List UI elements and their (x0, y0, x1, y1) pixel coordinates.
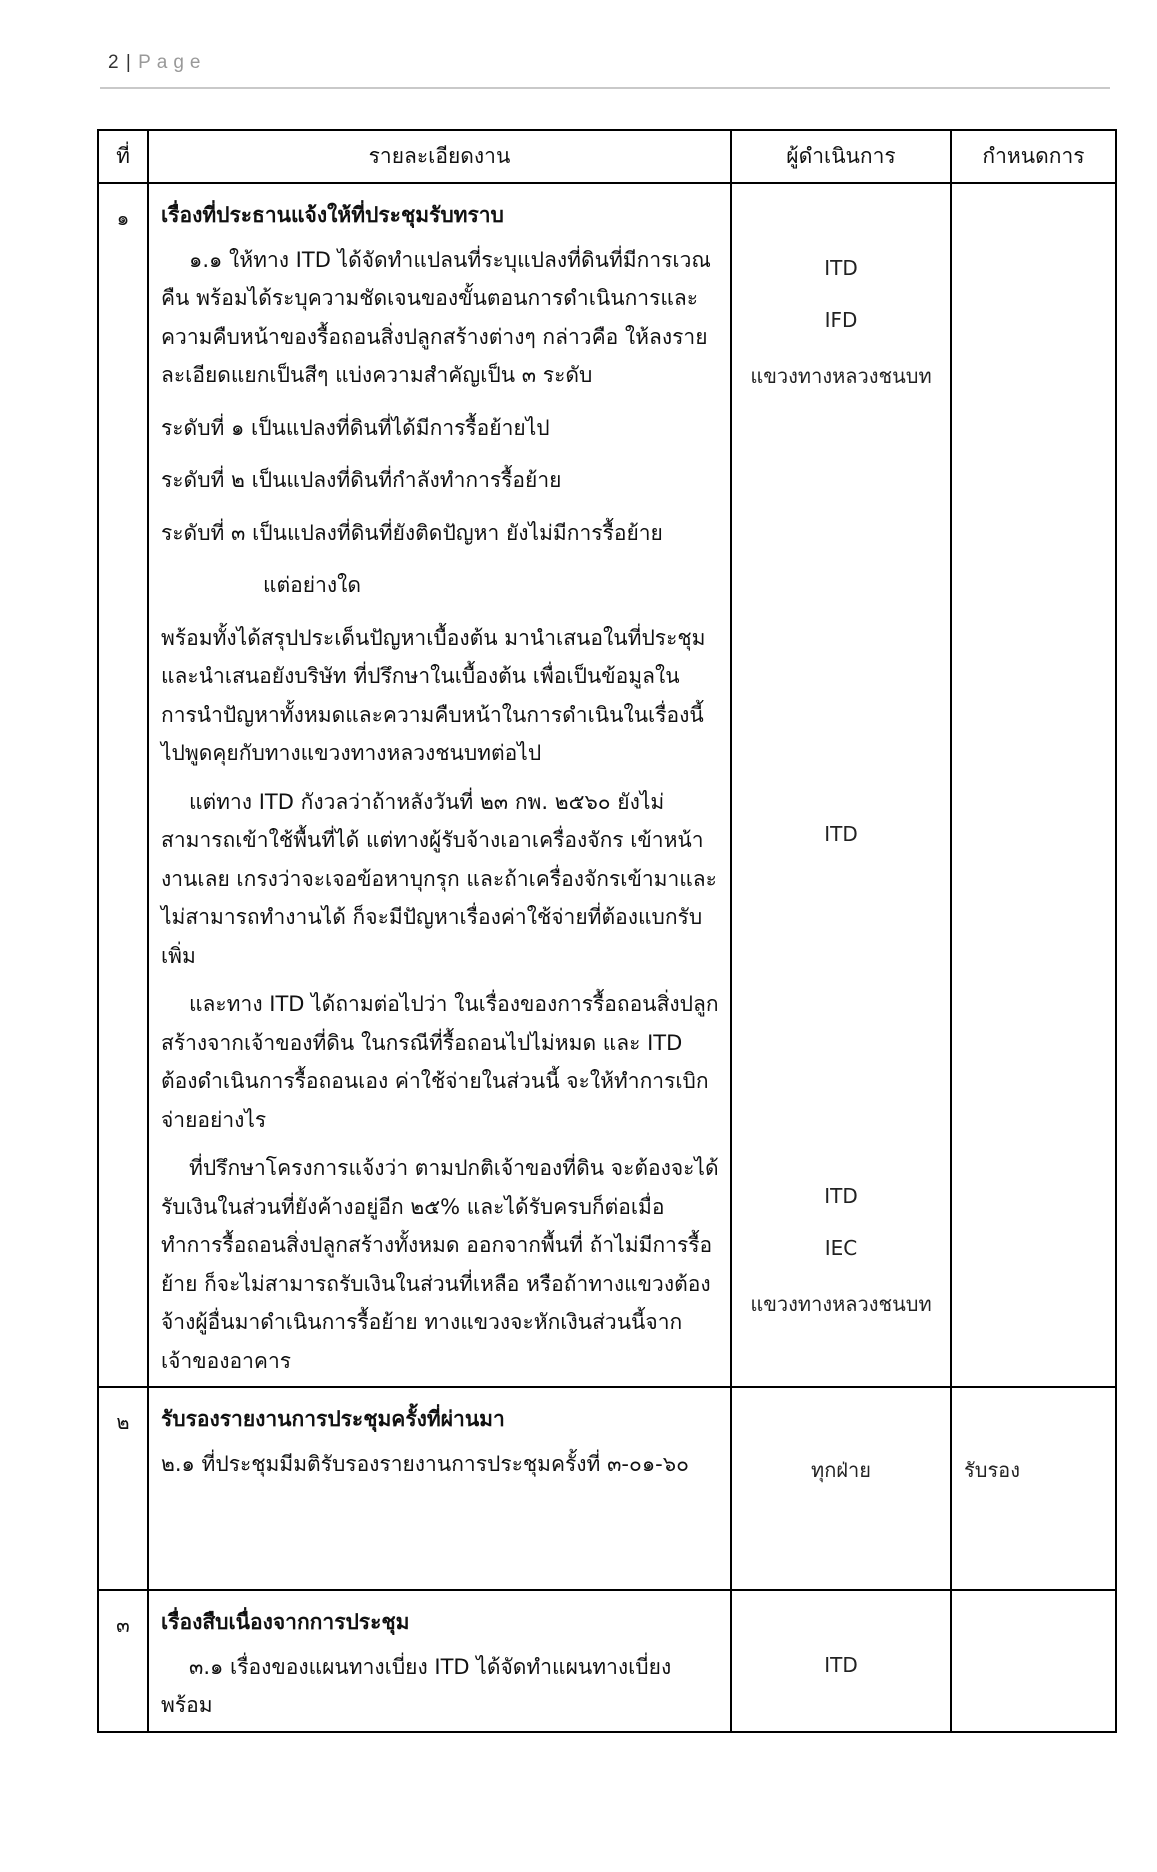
page-separator: | (125, 52, 132, 73)
section-title: รับรองรายงานการประชุมครั้งที่ผ่านมา (161, 1407, 505, 1431)
operator-name: ITD (824, 256, 858, 280)
paragraph: ๑.๑ ให้ทาง ITD ได้จัดทำแปลนที่ระบุแปลงที่ดินที่มีการเวณคืน พร้อมได้ระบุความชัดเจนของขั้นตอนการดำเนินการและความคืบหน้าของรื้อถอนสิ่งปลูกสร้างต่างๆ กล่าวคือ ให้ลงรายละเอียดแยกเป็นสีๆ แบ่งความสำคัญเป็น ๓ ระดับ (161, 247, 711, 387)
section-detail (148, 183, 731, 1387)
page-word: Page (138, 52, 207, 73)
operator-name: ITD (824, 822, 858, 846)
paragraph: พร้อมทั้งได้สรุปประเด็นปัญหาเบื้องต้น มานำเสนอในที่ประชุม และนำเสนอยังบริษัท ที่ปรึกษาในเบื้องต้น เพื่อเป็นข้อมูลในการนำปัญหาทั้งหมดและความคืบหน้าในการดำเนินในเรื่องนี้ไปพูดคุยกับทางแขวงทางหลวงชนบทต่อไป (161, 625, 706, 765)
deadline-value: รับรอง (964, 1458, 1020, 1482)
deadline-cell (951, 1387, 1116, 1590)
section-number: ๒ (98, 1387, 148, 1590)
section-detail (148, 1590, 731, 1732)
level-item-continuation: แต่อย่างใด (263, 573, 362, 597)
section-detail (148, 1387, 731, 1590)
level-item: ระดับที่ ๑ เป็นแปลงที่ดินที่ได้มีการรื้อย้ายไป (161, 415, 550, 440)
paragraph: ๓.๑ เรื่องของแผนทางเบี่ยง ITD ได้จัดทำแผนทางเบี่ยงพร้อม (161, 1654, 672, 1717)
table-header-row (98, 130, 1116, 183)
operator-cell (731, 1387, 951, 1590)
header-operator: ผู้ดำเนินการ (731, 130, 951, 183)
header-deadline: กำหนดการ (951, 130, 1116, 183)
operator-name: ITD (824, 1184, 858, 1208)
deadline-cell (951, 183, 1116, 1387)
minutes-table (97, 129, 1117, 1733)
paragraph: ที่ปรึกษาโครงการแจ้งว่า ตามปกติเจ้าของที่ดิน จะต้องจะได้รับเงินในส่วนที่ยังค้างอยู่อีก ๒๕% และได้รับครบก็ต่อเมื่อทำการรื้อถอนสิ่งปลูกสร้างทั้งหมด ออกจากพื้นที่ ถ้าไม่มีการรื้อย้าย ก็จะไม่สามารถรับเงินในส่วนที่เหลือ หรือถ้าทางแขวงต้องจ้างผู้อื่นมาดำเนินการรื้อย้าย ทางแขวงจะหักเงินส่วนนี้จากเจ้าของอาคาร (161, 1156, 719, 1373)
header-detail: รายละเอียดงาน (148, 130, 731, 183)
paragraph: ๒.๑ ที่ประชุมมีมติรับรองรายงานการประชุมครั้งที่ ๓-๐๑-๖๐ (161, 1451, 689, 1476)
operator-name: แขวงทางหลวงชนบท (750, 364, 932, 388)
paragraph: แต่ทาง ITD กังวลว่าถ้าหลังวันที่ ๒๓ กพ. ๒๕๖๐ ยังไม่สามารถเข้าใช้พื้นที่ได้ แต่ทางผู้รับจ้างเอาเครื่องจักร เข้าหน้างานเลย เกรงว่าจะเจอข้อหาบุกรุก และถ้าเครื่องจักรเข้ามาและไม่สามารถทำงานได้ ก็จะมีปัญหาเรื่องค่าใช้จ่ายที่ต้องแบกรับเพิ่ม (161, 789, 717, 968)
table-row (98, 183, 1116, 1387)
table-row (98, 1387, 1116, 1590)
level-item: ระดับที่ ๓ เป็นแปลงที่ดินที่ยังติดปัญหา ยังไม่มีการรื้อย้าย (161, 520, 663, 545)
page-number: 2 (108, 52, 120, 73)
deadline-cell (951, 1590, 1116, 1732)
section-number: ๓ (98, 1590, 148, 1732)
section-title: เรื่องสืบเนื่องจากการประชุม (161, 1610, 410, 1634)
page-header (108, 52, 206, 74)
paragraph: และทาง ITD ได้ถามต่อไปว่า ในเรื่องของการรื้อถอนสิ่งปลูกสร้างจากเจ้าของที่ดิน ในกรณีที่รื้อถอนไปไม่หมด และ ITD ต้องดำเนินการรื้อถอนเอง ค่าใช้จ่ายในส่วนนี้ จะให้ทำการเบิกจ่ายอย่างไร (161, 992, 719, 1132)
section-title: เรื่องที่ประธานแจ้งให้ที่ประชุมรับทราบ (161, 203, 504, 227)
operator-name: ทุกฝ่าย (811, 1458, 871, 1482)
operator-name: IFD (824, 308, 858, 332)
table-row (98, 1590, 1116, 1732)
section-number: ๑ (98, 183, 148, 1387)
header-no: ที่ (98, 130, 148, 183)
operator-name: แขวงทางหลวงชนบท (750, 1292, 932, 1316)
operator-cell (731, 183, 951, 1387)
operator-name: IEC (824, 1236, 858, 1260)
level-item: ระดับที่ ๒ เป็นแปลงที่ดินที่กำลังทำการรื้อย้าย (161, 468, 562, 492)
operator-name: ITD (824, 1653, 858, 1677)
header-rule (100, 87, 1110, 89)
operator-cell (731, 1590, 951, 1732)
